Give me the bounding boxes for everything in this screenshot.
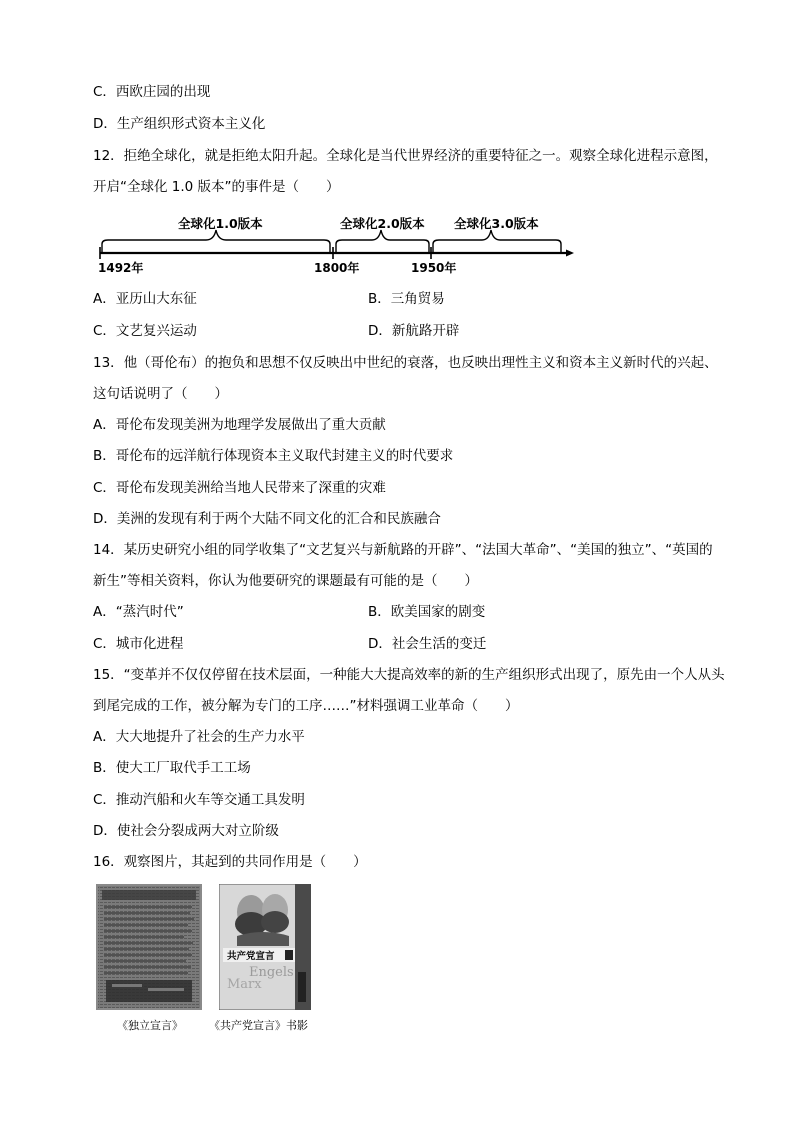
q12-option-c: C．文艺复兴运动 <box>93 323 197 339</box>
q12-option-d: D．新航路开辟 <box>368 323 460 339</box>
q13-stem-line2: 这句话说明了（ ） <box>93 386 228 402</box>
q13-option-b: B．哥伦布的远洋航行体现资本主义取代封建主义的时代要求 <box>93 448 454 464</box>
q13-option-a: A．哥伦布发现美洲为地理学发展做出了重大贡献 <box>93 417 386 433</box>
year-1: 1492年 <box>98 261 144 275</box>
q14-option-c: C．城市化进程 <box>93 636 184 652</box>
book-author-engels: Engels <box>249 965 294 980</box>
q12-option-b: B．三角贸易 <box>368 291 445 307</box>
q13-option-d: D．美洲的发现有利于两个大陆不同文化的汇合和民族融合 <box>93 511 441 527</box>
q14-option-a: A．“蒸汽时代” <box>93 604 184 620</box>
q15-option-a: A．大大地提升了社会的生产力水平 <box>93 729 305 745</box>
q11-option-d: D．生产组织形式资本主义化 <box>93 116 266 132</box>
q12-option-a: A．亚历山大东征 <box>93 291 197 307</box>
brace-2 <box>336 230 429 252</box>
year-3: 1950年 <box>411 261 457 275</box>
q13-option-c: C．哥伦布发现美洲给当地人民带来了深重的灾难 <box>93 480 386 496</box>
globalization-timeline <box>96 212 586 278</box>
q14-option-d: D．社会生活的变迁 <box>368 636 487 652</box>
caption-declaration: 《独立宣言》 <box>117 1019 183 1032</box>
portraits-icon <box>235 894 289 946</box>
q15-option-d: D．使社会分裂成两大对立阶级 <box>93 823 279 839</box>
book-author-marx: Marx <box>227 977 262 992</box>
brace-3 <box>433 230 561 252</box>
declaration-of-independence-image <box>96 884 202 1010</box>
q16-stem: 16．观察图片，其起到的共同作用是（ ） <box>93 854 367 870</box>
q15-stem-line2: 到尾完成的工作，被分解为专门的工序……”材料强调工业革命（ ） <box>93 698 519 714</box>
q15-option-c: C．推动汽船和火车等交通工具发明 <box>93 792 305 808</box>
caption-manifesto: 《共产党宣言》书影 <box>209 1019 308 1032</box>
label-2: 全球化2.0版本 <box>340 216 425 231</box>
brace-1 <box>102 230 330 252</box>
q14-option-b: B．欧美国家的剧变 <box>368 604 486 620</box>
q15-stem-line1: 15．“变革并不仅仅停留在技术层面，一种能大大提高效率的新的生产组织形式出现了，原先由一个人从头 <box>93 667 725 683</box>
q15-option-b: B．使大工厂取代手工工场 <box>93 760 251 776</box>
q13-stem-line1: 13．他（哥伦布）的抱负和思想不仅反映出中世纪的衰落，也反映出理性主义和资本主义新时代的兴起、 <box>93 355 718 371</box>
year-2: 1800年 <box>314 261 360 275</box>
q11-option-c: C．西欧庄园的出现 <box>93 84 211 100</box>
book-title: 共产党宣言 <box>227 951 275 962</box>
communist-manifesto-cover-image <box>219 884 311 1010</box>
timeline-arrow <box>566 250 574 257</box>
label-3: 全球化3.0版本 <box>454 216 539 231</box>
q14-stem-line1: 14．某历史研究小组的同学收集了“文艺复兴与新航路的开辟”、“法国大革命”、“美国的独立”、“英国的 <box>93 542 713 558</box>
q14-stem-line2: 新生”等相关资料，你认为他要研究的课题最有可能的是（ ） <box>93 573 478 589</box>
q12-stem-line2: 开启“全球化 1.0 版本”的事件是（ ） <box>93 179 340 195</box>
q12-stem-line1: 12．拒绝全球化，就是拒绝太阳升起。全球化是当代世界经济的重要特征之一。观察全球化进程示意图， <box>93 148 718 164</box>
label-1: 全球化1.0版本 <box>178 216 263 231</box>
